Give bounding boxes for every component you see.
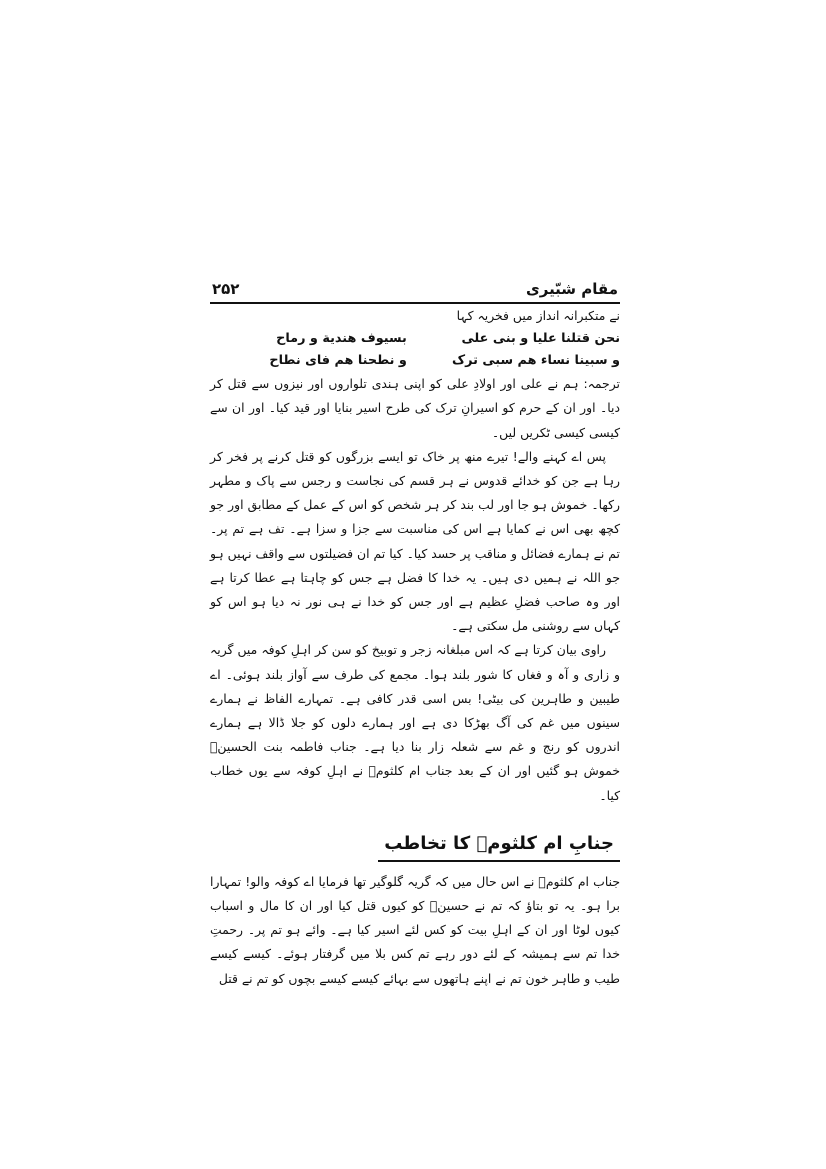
- verse-line: [210, 350, 620, 372]
- intro-line: نے متکبرانہ انداز میں فخریہ کہا: [456, 308, 620, 323]
- section-heading: [210, 830, 620, 866]
- translation-paragraph: ترجمہ: ہم نے علی اور اولادِ علی کو اپنی ہندی تلواروں اور نیزوں سے قتل کر دیا۔ اور ان کے حرم کو اسیرانِ ترک کی طرح اسیر بنایا اور قید کیا۔ اور ان سے کیسی کیسی ٹکریں لیں۔: [210, 376, 620, 440]
- running-title: مقام شبّیری: [525, 280, 618, 298]
- verse-hemistich-second: بسیوف ھندیة و رماح: [276, 331, 407, 347]
- page-number: ۲۵۲: [212, 280, 240, 298]
- page-header: [210, 272, 620, 304]
- body-paragraph: پس اے کہنے والے! تیرے منھ پر خاک تو ایسے بزرگوں کو قتل کرنے پر فخر کر رہا ہے جن کو خدائے قدوس نے ہر قسم کی نجاست و رجس سے پاک و مطہر رکھا۔ خموش ہو جا اور لب بند کر ہر شخص کو اس کے عمل کے مطابق اور جو کچھ بھی اس نے کمایا ہے اس کی مناسبت سے جزا و سزا ہے۔ تف ہے تم پر۔ تم نے ہمارے فضائل و مناقب پر حسد کیا۔ کیا تم ان فضیلتوں سے واقف نہیں ہو جو اللہ نے ہمیں دی ہیں۔ یہ خدا کا فضل ہے جس کو چاہتا ہے عطا کرتا ہے اور وہ صاحب فضلِ عظیم ہے اور جس کو خدا نے ہی نور نہ دیا ہو اس کو کہاں سے روشنی مل سکتی ہے۔: [210, 448, 620, 634]
- body-paragraph: راوی بیان کرتا ہے کہ اس مبلغانہ زجر و توبیخ کو سن کر اہلِ کوفہ میں گریہ و زاری و آہ و فغاں کا شور بلند ہوا۔ مجمع کی طرف سے آواز بلند ہوئی۔ اے طیبین و طاہرین کی بیٹی! بس اسی قدر کافی ہے۔ تمہارے الفاظ نے ہمارے سینوں میں غم کی آگ بھڑکا دی ہے اور ہمارے دلوں کو جلا ڈالا ہے ہمارے اندروں کو رنج و غم سے شعلہ زار بنا دیا ہے۔ جناب فاطمہ بنت الحسینؑ خموش ہو گئیں اور ان کے بعد جناب ام کلثومؑ نے اہلِ کوفہ سے یوں خطاب کیا۔: [210, 642, 620, 803]
- closing-paragraph: جناب ام کلثومؑ نے اس حال میں کہ گریہ گلوگیر تھا فرمایا اے کوفہ والو! تمہارا برا ہو۔ یہ تو بتاؤ کہ تم نے حسینؑ کو کیوں قتل کیا اور ان کا مال و اسباب کیوں لوٹا اور ان کے اہلِ بیت کو کس لئے اسیر کیا ہے۔ وائے ہو تم پر۔ رحمتِ خدا تم سے ہمیشہ کے لئے دور رہے تم کس بلا میں گرفتار ہوئے۔ کیسے کیسے طیب و طاہر خون تم نے اپنے ہاتھوں سے بہائے کیسے کیسے بچوں کو تم نے قتل: [210, 873, 620, 986]
- verse-hemistich-first: و سبینا نساء ھم سبی ترک: [452, 353, 620, 369]
- verse-line: [210, 328, 620, 350]
- page-body: [210, 304, 620, 991]
- book-page: [210, 272, 620, 991]
- arabic-poem: [210, 328, 620, 372]
- verse-hemistich-first: نحن قتلنا علیا و بنی علی: [461, 331, 620, 347]
- section-heading-text: جنابِ ام کلثومؑ کا تخاطب: [378, 830, 620, 862]
- verse-hemistich-second: و نطحنا ھم فای نطاح: [269, 353, 407, 369]
